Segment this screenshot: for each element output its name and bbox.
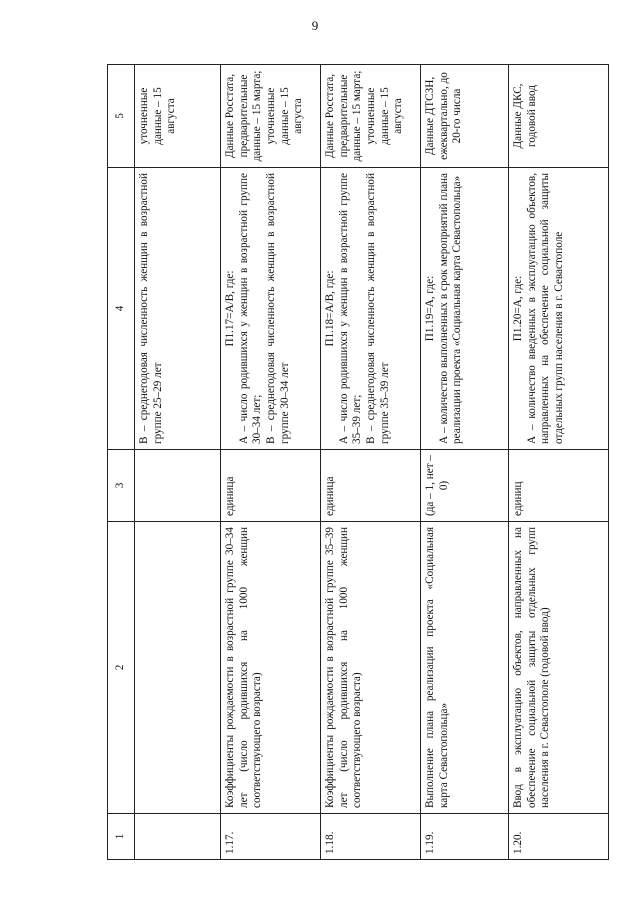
page-number: 9 (311, 18, 319, 33)
formula-cell (421, 168, 509, 450)
formula-cell (509, 168, 609, 450)
rotated-table-wrapper (107, 65, 603, 860)
formula-title: П1.18=А/В, где: (324, 270, 336, 347)
formula-line: В – среднегодовая численность женщин в возрастной группе 25–29 лет (138, 173, 164, 444)
formula-cell (135, 168, 221, 450)
row-number: 1.20. (509, 814, 609, 860)
formula-title: П1.20=А, где: (512, 275, 524, 342)
row-number: 1.18. (321, 814, 421, 860)
indicator-name: Коэффициенты рождаемости в возрастной группе 30–34 лет (число родившихся на 1000 женщин соответствующего возраста) (221, 522, 321, 814)
unit: единица (221, 450, 321, 522)
indicator-name: Ввод в эксплуатацию объектов, направленных на обеспечение социальной защиты отдельных групп населения в г. Севастополе (годовой ввод) (509, 522, 609, 814)
formula-line: А – количество введенных в эксплуатацию объектов, направленных на обеспечение социальной защиты отдельных групп населения в г. Севастополе (525, 173, 565, 444)
data-source: уточненные данные – 15 августа (135, 65, 221, 168)
header-cell-4: 4 (108, 168, 135, 450)
header-cell-1: 1 (108, 814, 135, 860)
formula-line: А – число родившихся у женщин в возрастной группе 30–34 лет; (237, 173, 264, 444)
data-source: Данные ДКС, годовой ввод (509, 65, 609, 168)
header-cell-5: 5 (108, 65, 135, 168)
row-number: 1.17. (221, 814, 321, 860)
indicator-name (135, 522, 221, 814)
table-row-continuation (135, 65, 221, 860)
data-source: Данные Росстата, предварительные данные – 15 марта; уточненные данные – 15 августа (221, 65, 321, 168)
formula-line: А – число родившихся у женщин в возрастной группе 35–39 лет; (337, 173, 364, 444)
row-number (135, 814, 221, 860)
formula-cell (321, 168, 421, 450)
formula-cell (221, 168, 321, 450)
table-row-1-19 (421, 65, 509, 860)
unit: единица (321, 450, 421, 522)
formula-line: В – среднегодовая численность женщин в возрастной группе 30–34 лет (264, 173, 291, 444)
formula-line: А – количество выполненных в срок мероприятий плана реализации проекта «Социальная карта Севастопольца» (437, 173, 464, 444)
table-row-1-18 (321, 65, 421, 860)
formula-line: В – среднегодовая численность женщин в возрастной группе 35–39 лет (364, 173, 391, 444)
data-source: Данные ДТСЗН, ежеквартально, до 20-го числа (421, 65, 509, 168)
header-cell-2: 2 (108, 522, 135, 814)
unit: (да – 1, нет – 0) (421, 450, 509, 522)
table-row-1-20 (509, 65, 609, 860)
table-header-row (108, 65, 135, 860)
row-number: 1.19. (421, 814, 509, 860)
formula-title: П1.19=А, где: (424, 275, 436, 342)
indicator-name: Коэффициенты рождаемости в возрастной группе 35–39 лет (число родившихся на 1000 женщин соответствующего возраста) (321, 522, 421, 814)
header-cell-3: 3 (108, 450, 135, 522)
unit: единиц (509, 450, 609, 522)
indicator-table (107, 64, 609, 860)
data-source: Данные Росстата, предварительные данные – 15 марта; уточненные данные – 15 августа (321, 65, 421, 168)
unit (135, 450, 221, 522)
table-row-1-17 (221, 65, 321, 860)
formula-title: П1.17=А/В, где: (224, 270, 236, 347)
indicator-name: Выполнение плана реализации проекта «Социальная карта Севастопольца» (421, 522, 509, 814)
